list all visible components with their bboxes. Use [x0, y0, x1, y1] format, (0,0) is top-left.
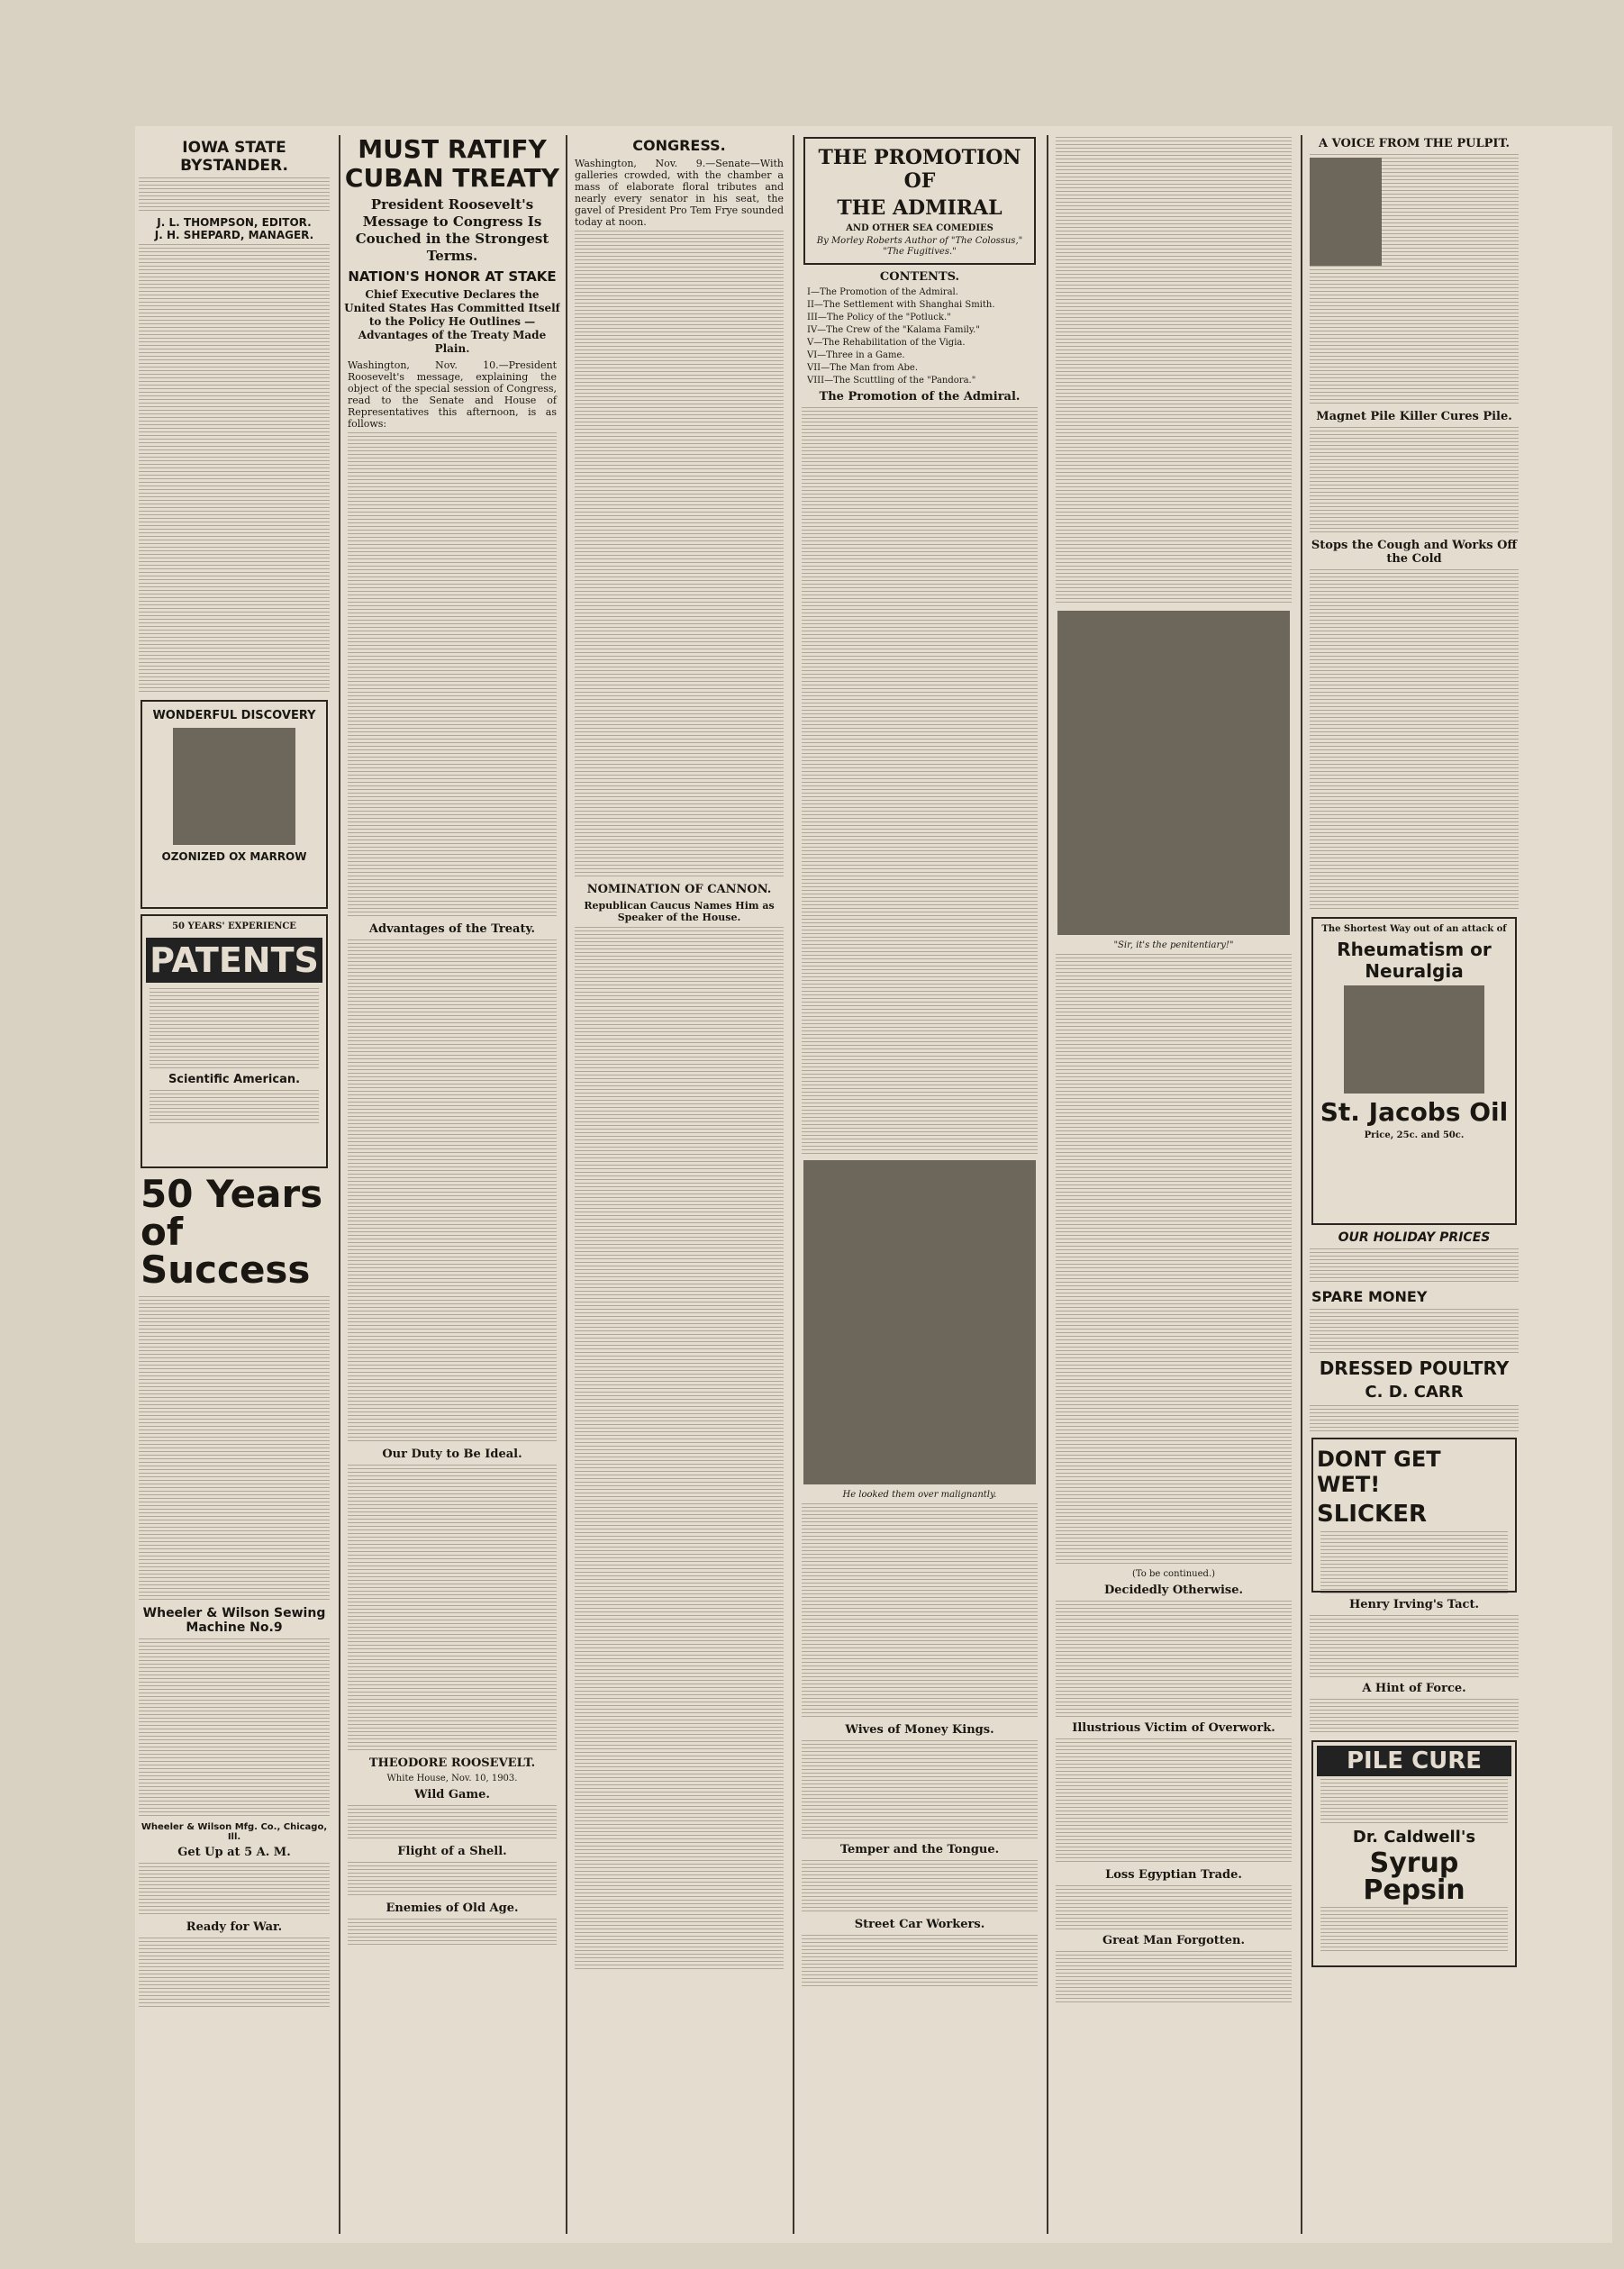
ad-caldwell: Dr. Caldwell's: [1352, 1828, 1476, 1847]
ad-jacobs-title: St. Jacobs Oil: [1320, 1097, 1509, 1127]
ad-ozonized-title: OZONIZED OX MARROW: [161, 850, 307, 863]
column-6: [1306, 126, 1522, 2234]
ad-carr: C. D. CARR: [1365, 1383, 1464, 1402]
filler-streetcar: Street Car Workers.: [854, 1918, 985, 1931]
filler-wild-game: Wild Game.: [414, 1788, 490, 1802]
ad-patents: [141, 914, 328, 1168]
item-stops: Stops the Cough and Works Off the Cold: [1311, 539, 1518, 566]
ad-shortest: The Shortest Way out of an attack of: [1321, 924, 1507, 934]
contents-item: II—The Settlement with Shanghai Smith.: [807, 300, 995, 310]
item-getup: Get Up at 5 A. M.: [177, 1846, 291, 1859]
subhead-advantages: Advantages of the Treaty.: [368, 922, 536, 936]
filler-egyptian: Loss Egyptian Trade.: [1105, 1868, 1242, 1882]
illustration-bar-scene: [803, 1160, 1036, 1484]
ad-wheeler: Wheeler & Wilson Mfg. Co., Chicago, Ill.: [141, 1822, 328, 1842]
serial-title-box: [803, 137, 1036, 265]
serial-title-side: AND OTHER SEA COMEDIES: [846, 223, 993, 233]
ad-rheum: Rheumatism or Neuralgia: [1337, 939, 1492, 982]
masthead-manager: J. H. SHEPARD, MANAGER.: [154, 229, 314, 241]
headline-cuban-treaty: MUST RATIFY CUBAN TREATY: [344, 134, 560, 193]
ad-dont: DONT GET WET!: [1317, 1447, 1441, 1497]
ad-st-jacobs: [1311, 917, 1517, 1225]
head-pulpit: A VOICE FROM THE PULPIT.: [1319, 137, 1510, 150]
filler-victim: Illustrious Victim of Overwork.: [1072, 1721, 1275, 1735]
signature: THEODORE ROOSEVELT.: [368, 1756, 536, 1770]
newspaper-page: [135, 126, 1612, 2243]
contents-list: [803, 287, 1036, 386]
masthead-title: IOWA STATE BYSTANDER.: [180, 139, 288, 175]
ad-spare: SPARE MONEY: [1311, 1288, 1428, 1305]
ad-discovery-image: [173, 728, 295, 845]
illustration-caption: He looked them over malignantly.: [842, 1490, 997, 1500]
ad-jacobs-image: [1344, 985, 1484, 1094]
contents-title: CONTENTS.: [879, 270, 960, 284]
filler-great-man: Great Man Forgotten.: [1102, 1934, 1246, 1947]
ad-poultry: DRESSED POULTRY: [1319, 1357, 1510, 1379]
chapter-heading: The Promotion of the Admiral.: [819, 390, 1021, 404]
contents-item: I—The Promotion of the Admiral.: [807, 287, 958, 297]
item-henry: Henry Irving's Tact.: [1348, 1598, 1480, 1611]
filler-decidedly: Decidedly Otherwise.: [1103, 1584, 1243, 1597]
ad-discovery: [141, 700, 328, 909]
headline-congress: CONGRESS.: [632, 137, 726, 154]
serial-title-line2: THE ADMIRAL: [837, 196, 1003, 220]
contents-item: III—The Policy of the "Potluck.": [807, 313, 951, 322]
lead-paragraph: Washington, Nov. 10.—President Roosevelt's message, explaining the object of the special session of Congress, read to the Senate and House of Representatives this afternoon, is as follows:: [348, 359, 557, 430]
column-4: [798, 126, 1041, 2234]
filler-wives: Wives of Money Kings.: [845, 1723, 994, 1737]
to-be-continued: (To be continued.): [1131, 1569, 1216, 1579]
filler-enemies: Enemies of Old Age.: [386, 1901, 519, 1915]
contents-item: VII—The Man from Abe.: [807, 363, 919, 373]
ad-patents-title: PATENTS: [146, 938, 322, 983]
column-1: [135, 126, 333, 2234]
item-doans: Magnet Pile Killer Cures Pile.: [1316, 410, 1512, 423]
contents-item: VI—Three in a Game.: [807, 350, 905, 360]
contents-item: VIII—The Scuttling of the "Pandora.": [807, 376, 976, 386]
ad-pile-cure: [1311, 1740, 1517, 1967]
masthead-editor: J. L. THOMPSON, EDITOR.: [157, 216, 312, 229]
deck-chief-executive: Chief Executive Declares the United States Has Committed Itself to the Policy He Outlines —Advantages of the Treaty Made Plain.: [344, 288, 560, 355]
column-2: [344, 126, 560, 2234]
subhead-our-duty: Our Duty to Be Ideal.: [382, 1448, 522, 1461]
ad-sciam: Scientific American.: [168, 1073, 301, 1086]
dateline: White House, Nov. 10, 1903.: [386, 1774, 518, 1783]
ad-years: 50 Years of Success: [141, 1172, 323, 1292]
ad-experience: 50 YEARS' EXPERIENCE: [172, 921, 296, 931]
deck-caucus: Republican Caucus Names Him as Speaker of the House.: [584, 900, 775, 923]
ad-price: Price, 25c. and 50c.: [1364, 1130, 1465, 1140]
deck-president-message: President Roosevelt's Message to Congress Is Couched in the Strongest Terms.: [355, 196, 549, 264]
subhead-nomination: NOMINATION OF CANNON.: [586, 883, 772, 896]
serial-byline: By Morley Roberts Author of "The Colossus," "The Fugitives.": [816, 236, 1023, 257]
filler-flight-shell: Flight of a Shell.: [397, 1845, 507, 1858]
column-3: [571, 126, 787, 2234]
illustration-caption-2: "Sir, it's the penitentiary!": [1113, 940, 1234, 950]
ad-holiday: OUR HOLIDAY PRICES: [1338, 1230, 1491, 1245]
item-force: A Hint of Force.: [1362, 1682, 1466, 1695]
ad-sewing: Wheeler & Wilson Sewing Machine No.9: [142, 1606, 326, 1635]
item-ready: Ready for War.: [186, 1920, 283, 1934]
ad-pile-title: PILE CURE: [1317, 1746, 1511, 1776]
ad-slicker: [1311, 1438, 1517, 1593]
ad-syrup: Syrup Pepsin: [1363, 1847, 1465, 1906]
deck-nations-honor: NATION'S HONOR AT STAKE: [348, 268, 557, 285]
ad-slicker-title: SLICKER: [1317, 1501, 1427, 1528]
filler-temper: Temper and the Tongue.: [839, 1843, 1000, 1856]
contents-item: IV—The Crew of the "Kalama Family.": [807, 325, 980, 335]
column-5: [1052, 126, 1295, 2234]
congress-lead: Washington, Nov. 9.—Senate—With galleries crowded, with the chamber a mass of elaborate floral tributes and nearly every senator in his seat, the gavel of President Pro Tem Frye sounded today at noon.: [575, 158, 784, 228]
contents-item: V—The Rehabilitation of the Vigia.: [807, 338, 966, 348]
ad-discovery-title: WONDERFUL DISCOVERY: [152, 709, 316, 722]
illustration-penitentiary: [1057, 611, 1290, 935]
serial-title-line1: THE PROMOTION OF: [818, 146, 1021, 193]
